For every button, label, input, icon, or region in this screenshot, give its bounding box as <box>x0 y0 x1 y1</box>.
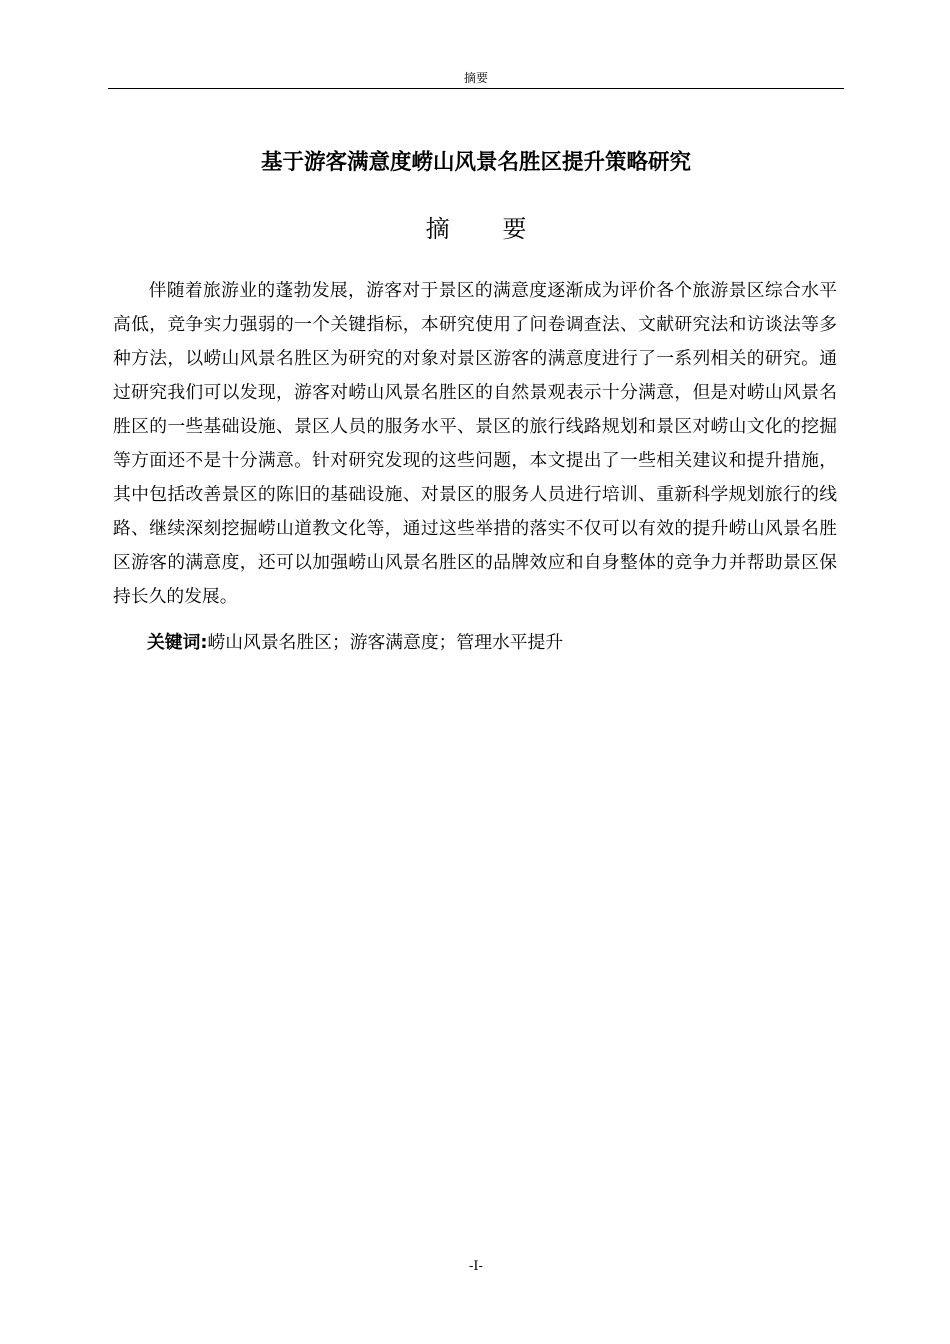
abstract-heading: 摘要 <box>425 215 580 243</box>
keywords-label: 关键词: <box>147 632 208 653</box>
keywords-text: 崂山风景名胜区；游客满意度；管理水平提升 <box>207 632 564 653</box>
abstract-body: 伴随着旅游业的蓬勃发展，游客对于景区的满意度逐渐成为评价各个旅游景区综合水平高低，竞争实力强弱的一个关键指标，本研究使用了问卷调查法、文献研究法和访谈法等多种方法，以崂山风景名胜区为研究的对象对景区游客的满意度进行了一系列相关的研究。通过研究我们可以发现，游客对崂山风景名胜区的自然景观表示十分满意，但是对崂山风景名胜区的一些基础设施、景区人员的服务水平、景区的旅行线路规划和景区对崂山文化的挖掘等方面还不是十分满意。针对研究发现的这些问题，本文提出了一些相关建议和提升措施，其中包括改善景区的陈旧的基础设施、对景区的服务人员进行培训、重新科学规划旅行的线路、继续深刻挖掘崂山道教文化等，通过这些举措的落实不仅可以有效的提升崂山风景名胜区游客的满意度，还可以加强崂山风景名胜区的品牌效应和自身整体的竞争力并帮助景区保持长久的发展。 <box>113 280 837 607</box>
paper-title: 基于游客满意度崂山风景名胜区提升策略研究 <box>260 150 691 175</box>
page-number: -I- <box>469 1259 483 1274</box>
header-rule <box>108 88 844 89</box>
running-header: 摘要 <box>463 71 488 85</box>
keywords-line <box>147 626 837 660</box>
